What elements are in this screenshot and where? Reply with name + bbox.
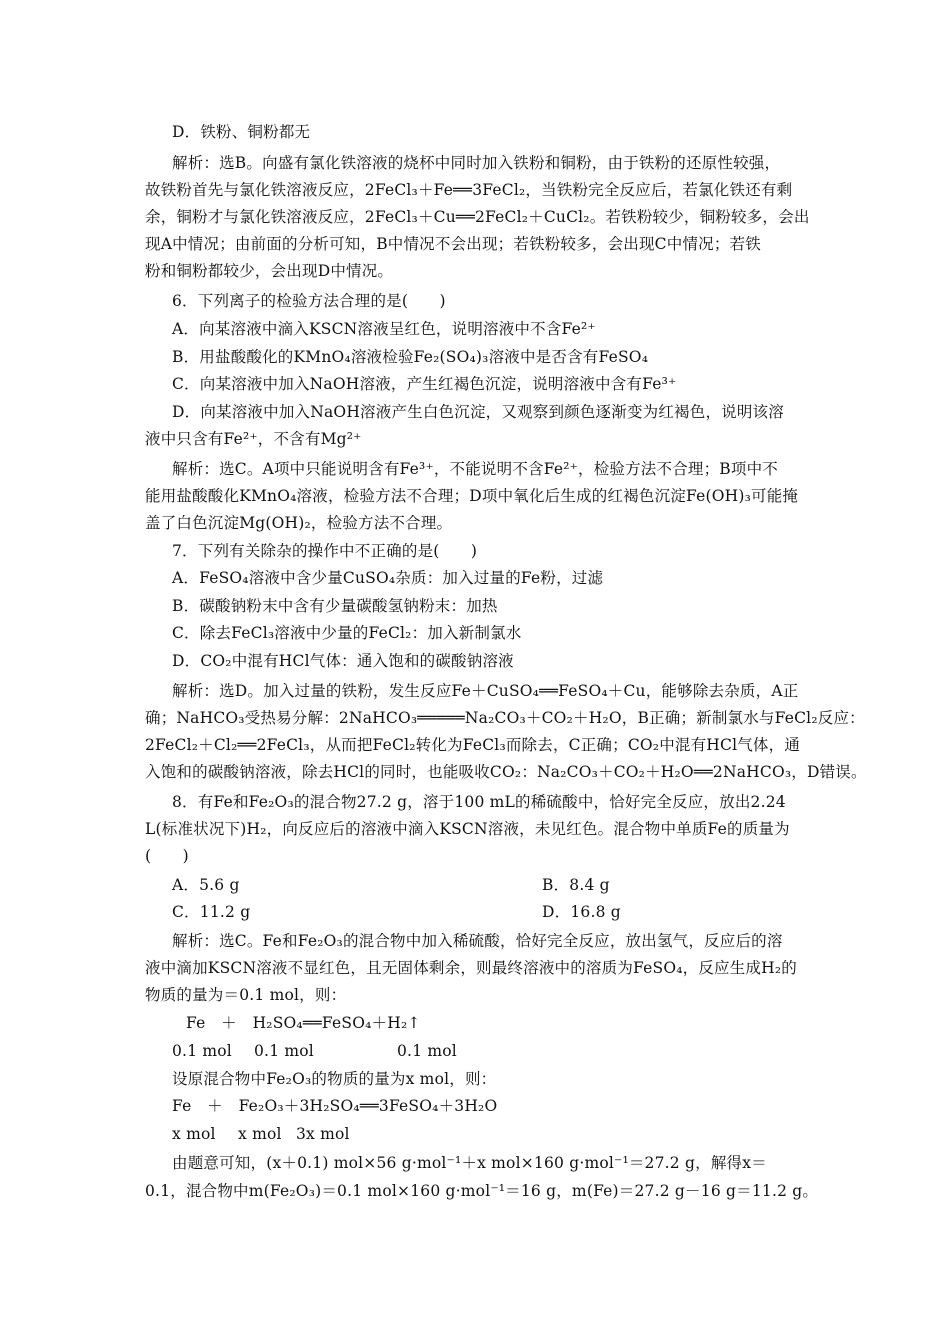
q8-eq2-amount: x mol [238,1125,282,1143]
q8-option-b: B．8.4 g [542,876,610,894]
q8-analysis-line: 物质的量为＝0.1 mol，则： [145,986,347,1004]
q5-analysis-line: 解析：选B。向盛有氯化铁溶液的烧杯中同时加入铁粉和铜粉，由于铁粉的还原性较强， [172,154,781,172]
q7-analysis-line: 确；NaHCO₃受热易分解：2NaHCO₃═════Na₂CO₃＋CO₂＋H₂O，B正确；新制氯水与FeCl₂反应： [145,709,865,727]
q8-analysis-line: 液中滴加KSCN溶液不显红色，且无固体剩余，则最终溶液中的溶质为FeSO₄，反应生成H₂的 [145,959,797,977]
q7-stem: 7．下列有关除杂的操作中不正确的是( ) [172,542,478,560]
q6-analysis-line: 盖了白色沉淀Mg(OH)₂，检验方法不合理。 [145,514,453,532]
q7-option-b: B．碳酸钠粉末中含有少量碳酸氢钠粉末：加热 [172,597,498,615]
q8-option-d: D．16.8 g [542,903,621,921]
q6-option-b: B．用盐酸酸化的KMnO₄溶液检验Fe₂(SO₄)₃溶液中是否含有FeSO₄ [172,348,649,366]
q7-option-c: C．除去FeCl₃溶液中少量的FeCl₂：加入新制氯水 [172,624,522,642]
q8-equation-1: Fe ＋ H₂SO₄══FeSO₄＋H₂↑ [186,1014,421,1032]
q8-eq1-amount: 0.1 mol [254,1042,314,1060]
q8-eq1-amount: 0.1 mol [172,1042,232,1060]
q6-analysis-line: 能用盐酸酸化KMnO₄溶液，检验方法不合理；D项中氧化后生成的红褐色沉淀Fe(OH)₃可能掩 [145,487,799,505]
q8-stem: L(标准状况下)H₂，向反应后的溶液中滴入KSCN溶液，未见红色。混合物中单质Fe的质量为 [145,820,790,838]
q6-option-d: D．向某溶液中加入NaOH溶液产生白色沉淀，又观察到颜色逐渐变为红褐色，说明该溶 [172,403,784,421]
q7-analysis-line: 2FeCl₂＋Cl₂══2FeCl₃，从而把FeCl₂转化为FeCl₃而除去，C正确；CO₂中混有HCl气体，通 [145,736,801,754]
q8-analysis-line: 解析：选C。Fe和Fe₂O₃的混合物中加入稀硫酸，恰好完全反应，放出氢气，反应后的溶 [172,932,783,950]
q8-conclusion-line: 0.1，混合物中m(Fe₂O₃)＝0.1 mol×160 g·mol⁻¹＝16 g，m(Fe)＝27.2 g－16 g＝11.2 g。 [145,1182,819,1200]
q5-analysis-line: 粉和铜粉都较少，会出现D中情况。 [145,262,394,280]
q8-eq1-amount: 0.1 mol [397,1042,457,1060]
q5-analysis-line: 故铁粉首先与氯化铁溶液反应，2FeCl₃＋Fe══3FeCl₂，当铁粉完全反应后，若氯化铁还有剩 [145,181,793,199]
q7-analysis-line: 解析：选D。加入过量的铁粉，发生反应Fe＋CuSO₄══FeSO₄＋Cu，能够除去杂质，A正 [172,682,799,700]
q8-equation-2: Fe ＋ Fe₂O₃＋3H₂SO₄══3FeSO₄＋3H₂O [172,1097,498,1115]
q5-analysis-line: 现A中情况；由前面的分析可知，B中情况不会出现；若铁粉较多，会出现C中情况；若铁 [145,235,761,253]
q7-analysis-line: 入饱和的碳酸钠溶液，除去HCl的同时，也能吸收CO₂：Na₂CO₃＋CO₂＋H₂O══2NaHCO₃，D错误。 [145,763,867,781]
q8-stem: ( ) [145,847,189,865]
q8-setup: 设原混合物中Fe₂O₃的物质的量为x mol，则： [172,1070,497,1088]
q8-stem: 8．有Fe和Fe₂O₃的混合物27.2 g，溶于100 mL的稀硫酸中，恰好完全反应，放出2.24 [172,793,786,811]
q8-conclusion-line: 由题意可知，(x＋0.1) mol×56 g·mol⁻¹＋x mol×160 g·mol⁻¹＝27.2 g，解得x＝ [172,1154,767,1172]
q6-stem: 6．下列离子的检验方法合理的是( ) [172,292,446,310]
q7-option-a: A．FeSO₄溶液中含少量CuSO₄杂质：加入过量的Fe粉，过滤 [172,569,604,587]
q8-eq2-amount: 3x mol [296,1125,350,1143]
q6-option-a: A．向某溶液中滴入KSCN溶液呈红色，说明溶液中不含Fe²⁺ [172,320,596,338]
q7-option-d: D．CO₂中混有HCl气体：通入饱和的碳酸钠溶液 [172,652,514,670]
q6-option-d: 液中只含有Fe²⁺，不含有Mg²⁺ [145,430,362,448]
q5-option-d: D．铁粉、铜粉都无 [172,123,311,141]
q6-option-c: C．向某溶液中加入NaOH溶液，产生红褐色沉淀，说明溶液中含有Fe³⁺ [172,375,677,393]
q5-analysis-line: 余，铜粉才与氯化铁溶液反应，2FeCl₃＋Cu══2FeCl₂＋CuCl₂。若铁粉较少，铜粉较多，会出 [145,208,810,226]
q8-option-a: A．5.6 g [172,876,240,894]
q6-analysis-line: 解析：选C。A项中只能说明含有Fe³⁺，不能说明不含Fe²⁺，检验方法不合理；B项中不 [172,460,778,478]
q8-option-c: C．11.2 g [172,903,251,921]
q8-eq2-amount: x mol [172,1125,216,1143]
